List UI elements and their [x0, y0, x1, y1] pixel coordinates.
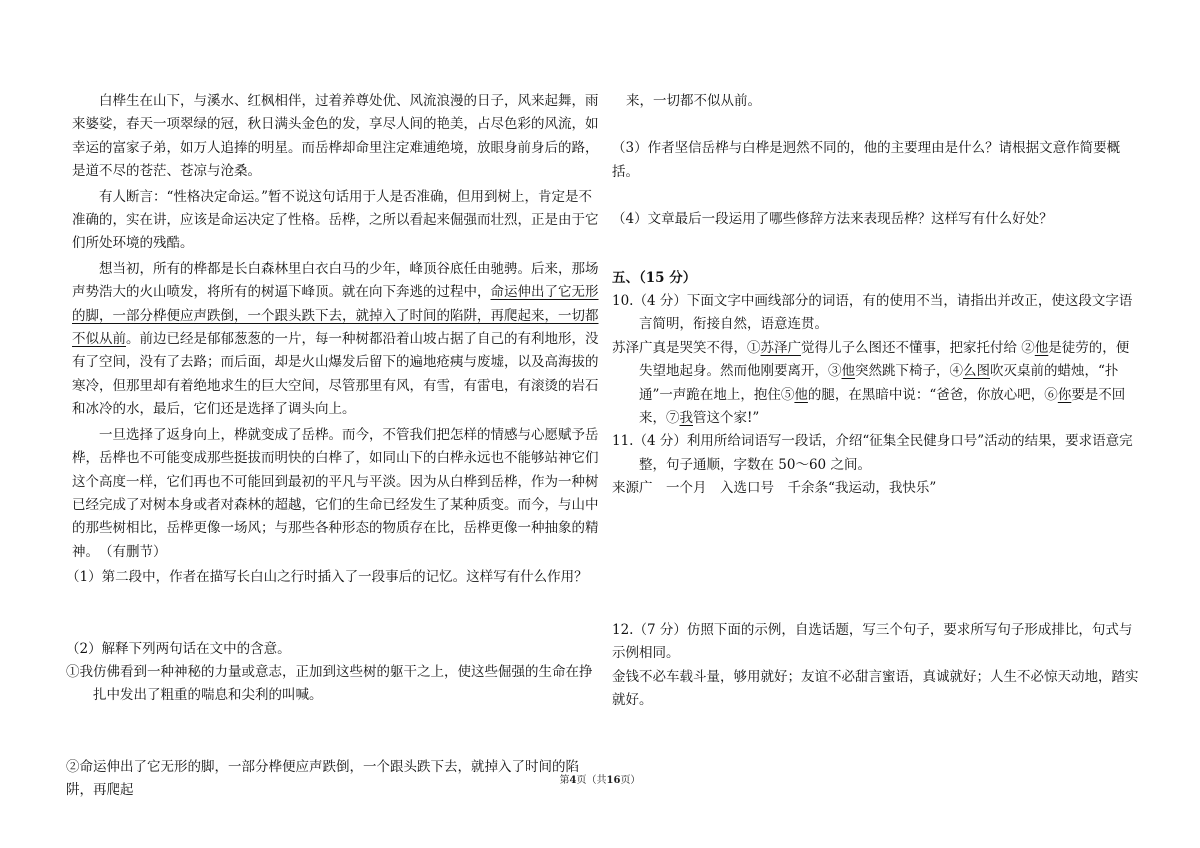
paragraph-3-start: 想当初，所有的桦都是长白森林里白衣白马的少年，峰顶谷底任由驰骋。后来，那场声势浩大的火山喷发，将所有的树逼下峰顶。就在向下奔逃的过程中，: [72, 260, 599, 301]
footer-prefix: 第: [559, 775, 570, 786]
question-11-words: 来源广 一个月 入选口号 千余条“我运动，我快乐”: [612, 480, 937, 497]
q10-segment: 吹灭桌前的蜡烛，“扑通”一声跪在地上，抱住⑤: [639, 363, 1119, 403]
q10-underlined-3: 他: [841, 363, 855, 380]
q10-underlined-5: 他: [794, 386, 808, 403]
question-2-item-2: ②命运伸出了它无形的脚，一部分桦便应声跌倒，一个跟头跌下去，就掉入了时间的陷阱，再爬起: [66, 758, 579, 799]
page-footer: [0, 771, 1200, 786]
page-number: 4: [569, 775, 577, 786]
q10-underlined-7: 我: [679, 410, 693, 427]
passage-paragraph-4: [72, 424, 602, 564]
q10-segment: 管这个家!”: [693, 410, 760, 427]
q10-segment: 苏泽广真是哭笑不得，①: [612, 339, 761, 356]
q10-segment: 的腿，在黑暗中说：“爸爸，你放心吧，⑥: [807, 386, 1058, 403]
q10-underlined-1: 苏泽广: [760, 339, 801, 356]
abridged-note: （有删节）: [105, 543, 167, 560]
q10-underlined-6: 你: [1057, 386, 1072, 403]
question-1: （1）第二段中，作者在描写长白山之行时插入了一段事后的记忆。这样写有什么作用？: [66, 569, 588, 586]
passage-paragraph-1: 白桦生在山下，与溪水、红枫相伴，过着养尊处优、风流浪漫的日子，风来起舞，雨来婆娑，春天一项翠绿的冠，秋日满头金色的发，享尽人间的艳美，占尽色彩的风流，如幸运的富家子弟，如万人追捧的明星。而岳桦却命里注定难逋绝境，放眼身前身后的路，是道不尽的苍茫、苍凉与沧桑。: [72, 93, 599, 180]
q10-segment: 觉得儿子么图还不懂事，把家托付给 ②: [801, 339, 1035, 356]
question-2-item-1: ①我仿佛看到一种神秘的力量或意志，正加到这些树的躯干之上，使这些倔强的生命在挣扎中发出了粗重的喘息和尖利的叫喊。: [66, 663, 593, 704]
underlined-sentence: 命运伸出了它无形的脚，一部分桦便应声跌倒，一个跟头跌下去，就掉入了时间的陷阱，再爬起来，一切都不似从前: [72, 284, 599, 348]
q10-segment: 要是不回来，⑦: [639, 386, 1126, 427]
q10-segment: 是徒劳的，便失望地起身。然而他刚要离开，③: [639, 339, 1130, 380]
footer-suffix: 页）: [620, 775, 641, 786]
paragraph-3-end: 。前边已经是郁郁葱葱的一片，每一种树都沿着山坡占据了自己的有利地形，没有了空间，没有了去路；而后面，却是火山爆发后留下的遍地疮痍与废墟，以及高海拔的寒冷，但那里却有着绝地求生的巨大空间，尽管那里有风，有雪，有雷电，有滚烫的岩石和冰冷的水，最后，它们还是选择了调头向上。: [72, 331, 599, 418]
right-column: [612, 90, 1140, 712]
question-10: 10.（4 分）下面文字中画线部分的词语，有的使用不当，请指出并改正，使这段文字语言简明，衔接自然，语意连贯。: [612, 293, 1133, 333]
passage-paragraph-3: [72, 258, 602, 422]
passage-paragraph-2: 有人断言：“性格决定命运。”暂不说这句话用于人是否准确，但用到树上，肯定是不准确的，实在讲，应该是命运决定了性格。岳桦，之所以看起来倔强而壮烈，正是由于它们所处环境的残酷。: [72, 188, 599, 252]
question-2: （2）解释下列两句话在文中的含意。: [66, 640, 291, 657]
section-5-heading: 五、（15 分）: [612, 269, 697, 286]
question-12-example: 金钱不必车载斗量，够用就好；友谊不必甜言蜜语，真诚就好；人生不必惊天动地，踏实就好。: [612, 668, 1139, 708]
question-12: 12.（7 分）仿照下面的示例，自选话题，写三个句子，要求所写句子形成排比，句式与示例相同。: [612, 621, 1133, 662]
total-pages: 16: [606, 775, 621, 786]
q10-underlined-2: 他: [1034, 339, 1049, 356]
question-2-item-2-continued: 来，一切都不似从前。: [626, 93, 761, 109]
footer-mid: 页（共: [576, 775, 607, 786]
question-3: （3）作者坚信岳桦与白桦是迥然不同的，他的主要理由是什么？请根据文意作简要概括。: [612, 140, 1121, 180]
question-10-text: [612, 337, 1140, 431]
left-column: [66, 90, 602, 803]
question-11: 11.（4 分）利用所给词语写一段话，介绍“征集全民健身口号”活动的结果，要求语意完整，句子通顺，字数在 50～60 之间。: [612, 433, 1133, 473]
paragraph-4-text: 一旦选择了返身向上，桦就变成了岳桦。而今，不管我们把怎样的情感与心愿赋予岳桦，岳桦也不可能变成那些挺拔而明快的白桦了，如同山下的白桦永远也不能够站神它们这个高度一样，它们再也不可能回到最初的平凡与平淡。因为从白桦到岳桦，作为一种树已经完成了对树本身或者对森林的超越，它们的生命已经发生了某种质变。而今，与山中的那些树相比，岳桦更像一场风；与那些各种形态的物质存在比，岳桦更像一种抽象的精神。: [72, 426, 599, 560]
q10-segment: 突然跳下椅子，④: [855, 363, 963, 380]
q10-underlined-4: 么图: [963, 363, 990, 380]
question-4: （4）文章最后一段运用了哪些修辞方法来表现岳桦？这样写有什么好处？: [612, 211, 1053, 228]
